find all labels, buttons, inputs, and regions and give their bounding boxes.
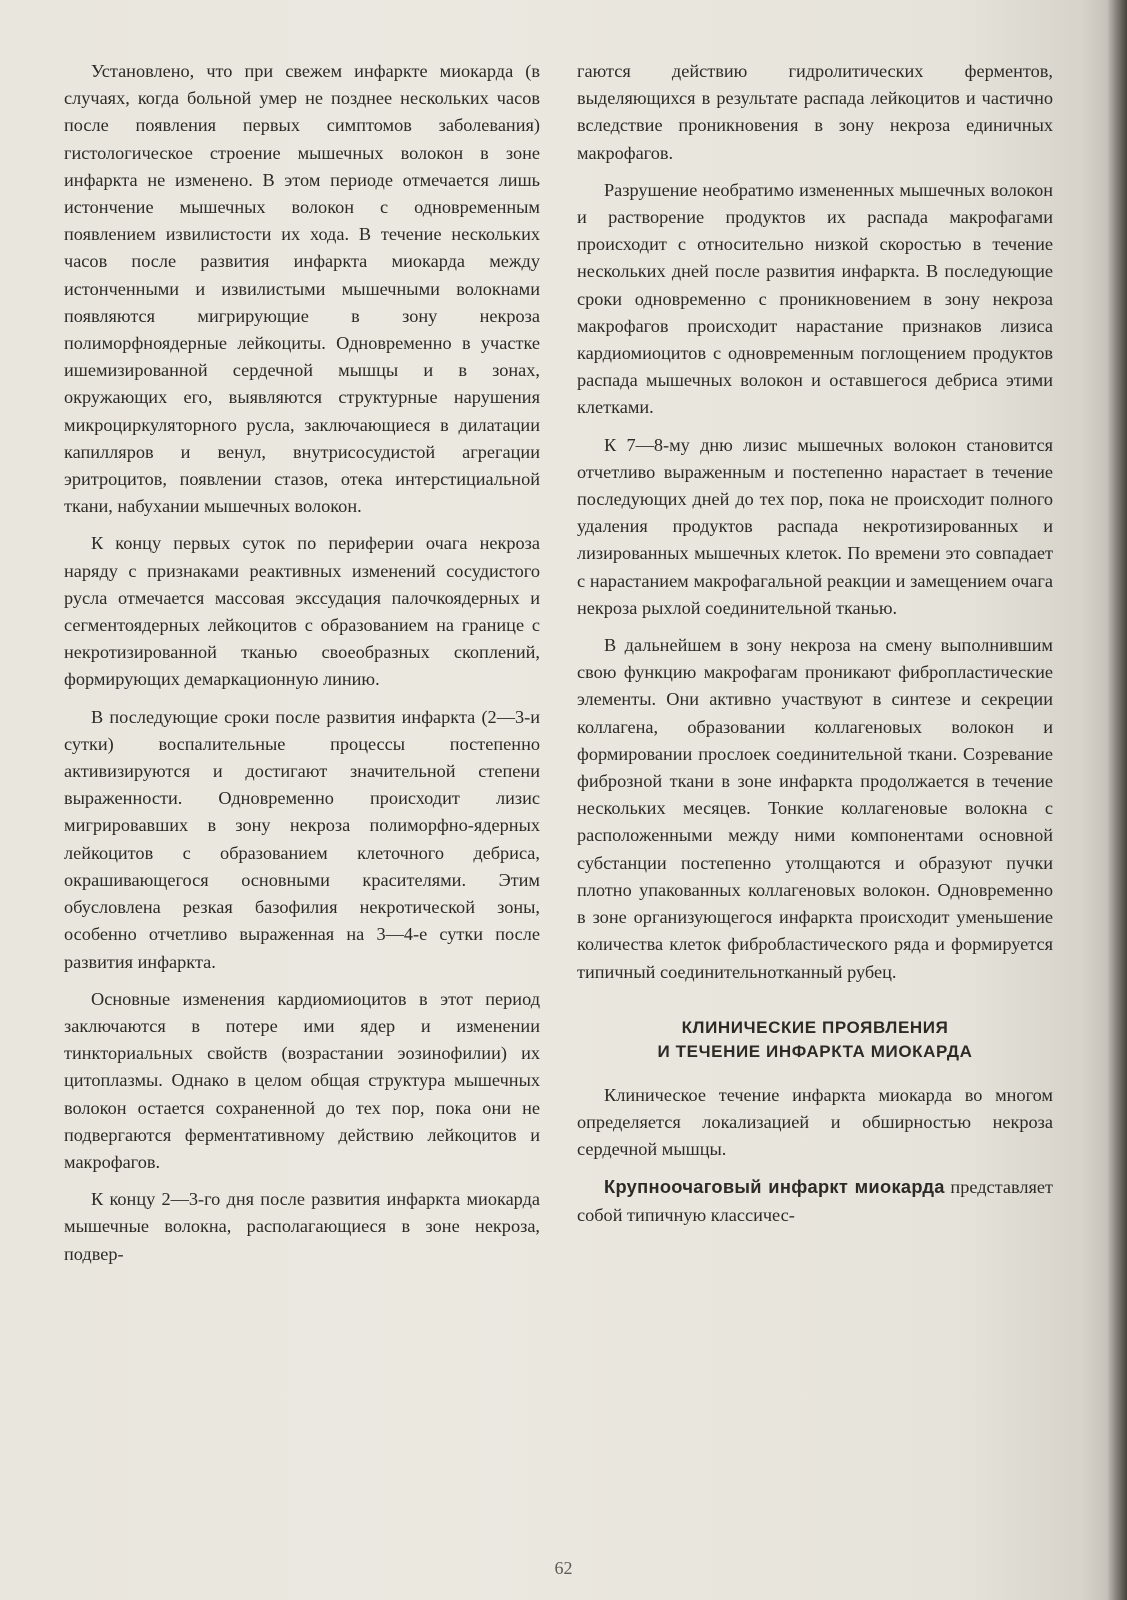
- paragraph: Клиническое течение инфаркта миокарда во многом определяется локализацией и обширностью некроза сердечной мышцы.: [577, 1084, 1053, 1160]
- section-heading-line-2: И ТЕЧЕНИЕ ИНФАРКТА МИОКАРДА: [657, 1041, 973, 1061]
- page-binding-shadow: [1107, 0, 1127, 1600]
- right-column: [577, 58, 1053, 1239]
- paragraph: К 7—8-му дню лизис мышечных волокон становится отчетливо выраженным и постепенно нарастает в течение последующих дней до тех пор, пока не происходит полного удаления продуктов распада некротизированных и лизированных мышечных клеток. По времени это совпадает с нарастанием макрофагальной реакции и замещением очага некроза рыхлой соединительной тканью.: [577, 434, 1053, 618]
- paragraph: В дальнейшем в зону некроза на смену выполнившим свою функцию макрофагам проникают фибропластические элементы. Они активно участвуют в синтезе и секреции коллагена, образовании коллагеновых волокон и формировании прослоек соединительной ткани. Созревание фиброзной ткани в зоне инфаркта продолжается в течение нескольких месяцев. Тонкие коллагеновые волокна с расположенными между ними компонентами основной субстанции постепенно утолщаются и образуют пучки плотно упакованных коллагеновых волокон. Одновременно в зоне организующегося инфаркта происходит уменьшение количества клеток фибробластического ряда и формируется типичный соединительнотканный рубец.: [577, 635, 1053, 982]
- paragraph-last: [577, 1173, 1053, 1228]
- left-column: [64, 58, 540, 1278]
- paragraph: В последующие сроки после развития инфаркта (2—3-и сутки) воспалительные процессы постепенно активизируются и достигают значительной степени выраженности. Одновременно происходит лизис мигрировавших в зону некроза полиморфно-ядерных лейкоцитов с образованием клеточного дебриса, окрашивающегося основными красителями. Этим обусловлена резкая базофилия некротической зоны, особенно отчетливо выраженная на 3—4-е сутки после развития инфаркта.: [64, 706, 540, 972]
- paragraph-continuation: гаются действию гидролитических ферментов, выделяющихся в результате распада лейкоцитов и частично вследствие проникновения в зону некроза единичных макрофагов.: [577, 61, 1053, 163]
- paragraph: Установлено, что при свежем инфаркте миокарда (в случаях, когда больной умер не позднее нескольких часов после появления первых симптомов заболевания) гистологическое строение мышечных волокон в зоне инфаркта не изменено. В этом периоде отмечается лишь истончение мышечных волокон с одновременным появлением извилистости их хода. В течение нескольких часов после развития инфаркта миокарда между истонченными и извилистыми мышечными волокнами появляются мигрирующие в зону некроза полиморфноядерные лейкоциты. Одновременно в участке ишемизированной сердечной мышцы и в зонах, окружающих его, выявляются структурные нарушения микроциркуляторного русла, заключающиеся в дилатации капилляров и венул, внутрисосудистой агрегации эритроцитов, появлении стазов, отека интерстициальной ткани, набухании мышечных волокон.: [64, 61, 540, 517]
- section-heading-line-1: КЛИНИЧЕСКИЕ ПРОЯВЛЕНИЯ: [681, 1017, 949, 1037]
- paragraph: К концу первых суток по периферии очага некроза наряду с признаками реактивных изменений сосудистого русла отмечается массовая экссудация палочкоядерных и сегментоядерных лейкоцитов с образованием на границе с некротизированной тканью своеобразных скоплений, формирующих демаркационную линию.: [64, 533, 540, 690]
- section-heading: [577, 1016, 1053, 1064]
- paragraph: К концу 2—3-го дня после развития инфаркта миокарда мышечные волокна, располагающиеся в зоне некроза, подвер-: [64, 1189, 540, 1264]
- paragraph: Основные изменения кардиомиоцитов в этот период заключаются в потере ими ядер и изменении тинкториальных свойств (возрастании эозинофилии) их цитоплазмы. Однако в целом общая структура мышечных волокон остается сохраненной до тех пор, пока они не подвергаются ферментативному действию лейкоцитов и макрофагов.: [64, 988, 540, 1172]
- paragraph: Разрушение необратимо измененных мышечных волокон и растворение продуктов их распада макрофагами происходит с относительно низкой скоростью в течение нескольких дней после развития инфаркта. В последующие сроки одновременно с проникновением в зону некроза макрофагов происходит нарастание признаков лизиса кардиомиоцитов с одновременным поглощением продуктов распада мышечных волокон и оставшегося дебриса этими клетками.: [577, 179, 1053, 418]
- paragraph-text: представляет собой типичную классичес-: [577, 1177, 1053, 1225]
- bold-lead-term: Крупноочаговый инфаркт миокарда: [604, 1176, 945, 1198]
- page-number: 62: [554, 1558, 573, 1578]
